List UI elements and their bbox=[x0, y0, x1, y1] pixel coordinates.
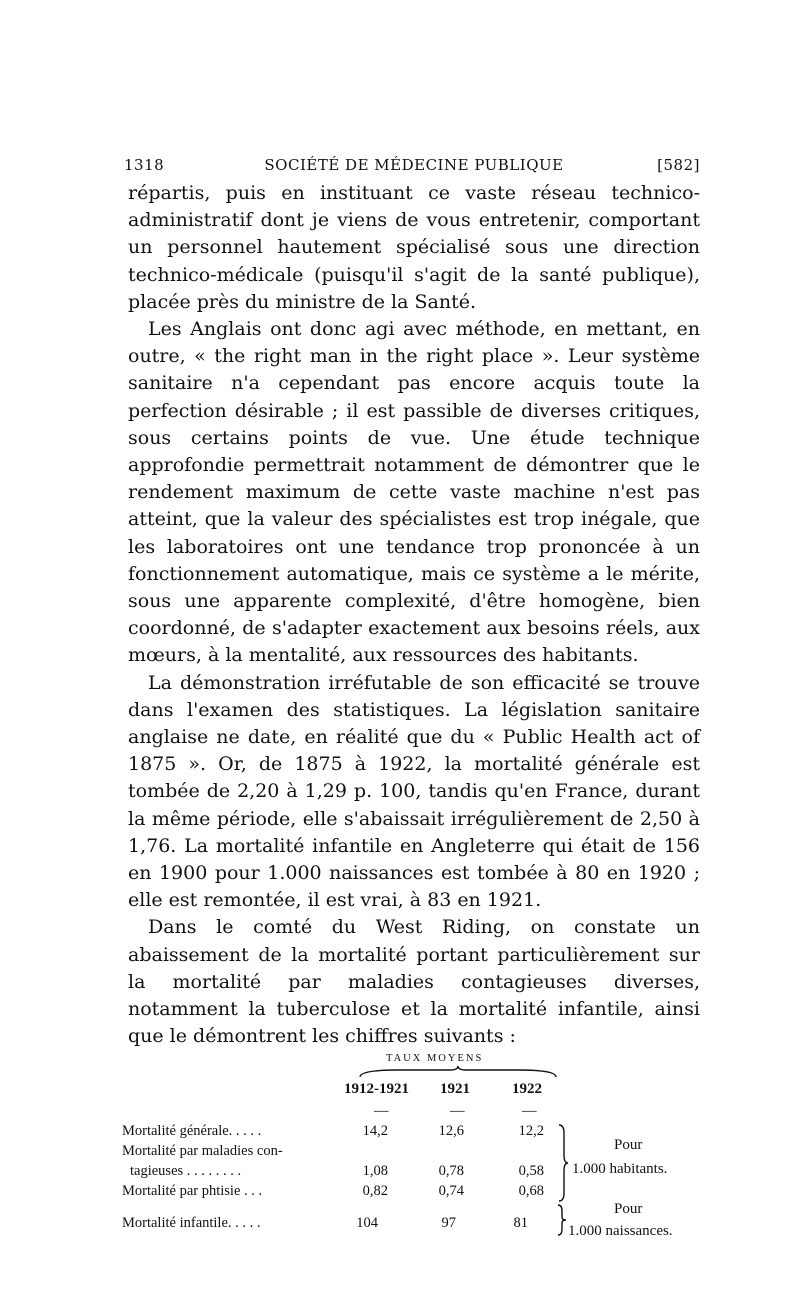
running-header bbox=[124, 150, 700, 180]
paragraph-3: La démonstration irréfutable de son efficacité se trouve dans l'examen des statistiques. La législation sanitaire anglaise ne date, en réalité que du « Public Health act of 1875 ». Or, de 1875 à 1922, la mortalité générale est tombée de 2,20 à 1,29 p. 100, tandis qu'en France, durant la même période, elle s'abaissait irrégulièrement de 2,50 à 1,76. La mortalité infantile en Angleterre qui était de 156 en 1900 pour 1.000 naissances est tombée à 80 en 1920 ; elle est remontée, il est vrai, à 83 en 1921. bbox=[128, 671, 700, 912]
page-number: 1318 bbox=[124, 156, 165, 174]
unit-naissances-line1: Pour bbox=[614, 1200, 643, 1217]
cell-phtisie-1921: 0,74 bbox=[438, 1182, 464, 1199]
cell-generale-1922: 12,2 bbox=[518, 1122, 544, 1139]
paragraph-1: répartis, puis en instituant ce vaste réseau technico-administratif dont je viens de vous entretenir, comportant un personnel hautement spécialisé sous une direction technico-médicale (puisqu'il s'agit de la santé publique), placée près du ministre de la Santé. bbox=[128, 182, 700, 313]
column-dash-2: — bbox=[450, 1102, 465, 1119]
paragraph-4: Dans le comté du West Riding, on constate un abaissement de la mortalité portant particulièrement sur la mortalité par maladies contagieuses diverses, notamment la tuberculose et la mortalité infantile, ainsi que le démontrent les chiffres suivants : bbox=[128, 916, 700, 1048]
paragraph-2: Les Anglais ont donc agi avec méthode, en mettant, en outre, « the right man in the right place ». Leur système sanitaire n'a cependant pas encore acquis toute la perfection désirable ; il est passible de diverses critiques, sous certains points de vue. Une étude technique approfondie permettrait notamment de démontrer que le rendement maximum de cette vaste machine n'est pas atteint, que la valeur des spécialistes est trop inégale, que les laboratoires ont une tendance trop prononcée à un fonctionnement automatique, mais ce système a le mérite, sous une apparente complexité, d'être homogène, bien coordonné, de s'adapter exactement aux besoins réels, aux mœurs, à la mentalité, aux ressources des habitants. bbox=[128, 318, 700, 667]
cell-contagieuses-1921: 0,78 bbox=[438, 1162, 464, 1179]
document-page bbox=[122, 150, 700, 1241]
row-label-generale: Mortalité générale. . . . . bbox=[122, 1122, 262, 1139]
column-header-1921: 1921 bbox=[440, 1080, 470, 1097]
column-dash-3: — bbox=[522, 1102, 537, 1119]
cell-generale-1921: 12,6 bbox=[438, 1122, 464, 1139]
cell-contagieuses-1922: 0,58 bbox=[518, 1162, 544, 1179]
unit-naissances-line2: 1.000 naissances. bbox=[568, 1222, 673, 1239]
header-brace-icon bbox=[358, 1065, 558, 1079]
right-brace-small-icon bbox=[556, 1203, 568, 1237]
cell-infantile-1912: 104 bbox=[356, 1214, 378, 1231]
row-label-phtisie: Mortalité par phtisie . . . bbox=[122, 1182, 263, 1199]
right-brace-icon bbox=[556, 1123, 570, 1203]
body-text bbox=[128, 180, 700, 1051]
cell-contagieuses-1912: 1,08 bbox=[362, 1162, 388, 1179]
table-group-header: TAUX MOYENS bbox=[386, 1052, 484, 1064]
row-label-infantile: Mortalité infantile. . . . . bbox=[122, 1214, 261, 1231]
column-header-1922: 1922 bbox=[512, 1080, 542, 1097]
bracket-page-number: [582] bbox=[657, 156, 700, 174]
cell-infantile-1921: 97 bbox=[441, 1214, 456, 1231]
unit-habitants-line2: 1.000 habitants. bbox=[572, 1160, 668, 1177]
column-header-1912-1921: 1912-1921 bbox=[344, 1080, 409, 1097]
row-label-contagieuses-1: Mortalité par maladies con- bbox=[122, 1142, 283, 1159]
column-dash-1: — bbox=[374, 1102, 389, 1119]
row-label-contagieuses-2: tagieuses . . . . . . . . bbox=[130, 1162, 242, 1179]
unit-habitants-line1: Pour bbox=[614, 1136, 643, 1153]
cell-generale-1912: 14,2 bbox=[362, 1122, 388, 1139]
mortality-table bbox=[122, 1051, 700, 1241]
running-title: SOCIÉTÉ DE MÉDECINE PUBLIQUE bbox=[264, 156, 564, 174]
cell-phtisie-1922: 0,68 bbox=[518, 1182, 544, 1199]
cell-phtisie-1912: 0,82 bbox=[362, 1182, 388, 1199]
cell-infantile-1922: 81 bbox=[513, 1214, 528, 1231]
